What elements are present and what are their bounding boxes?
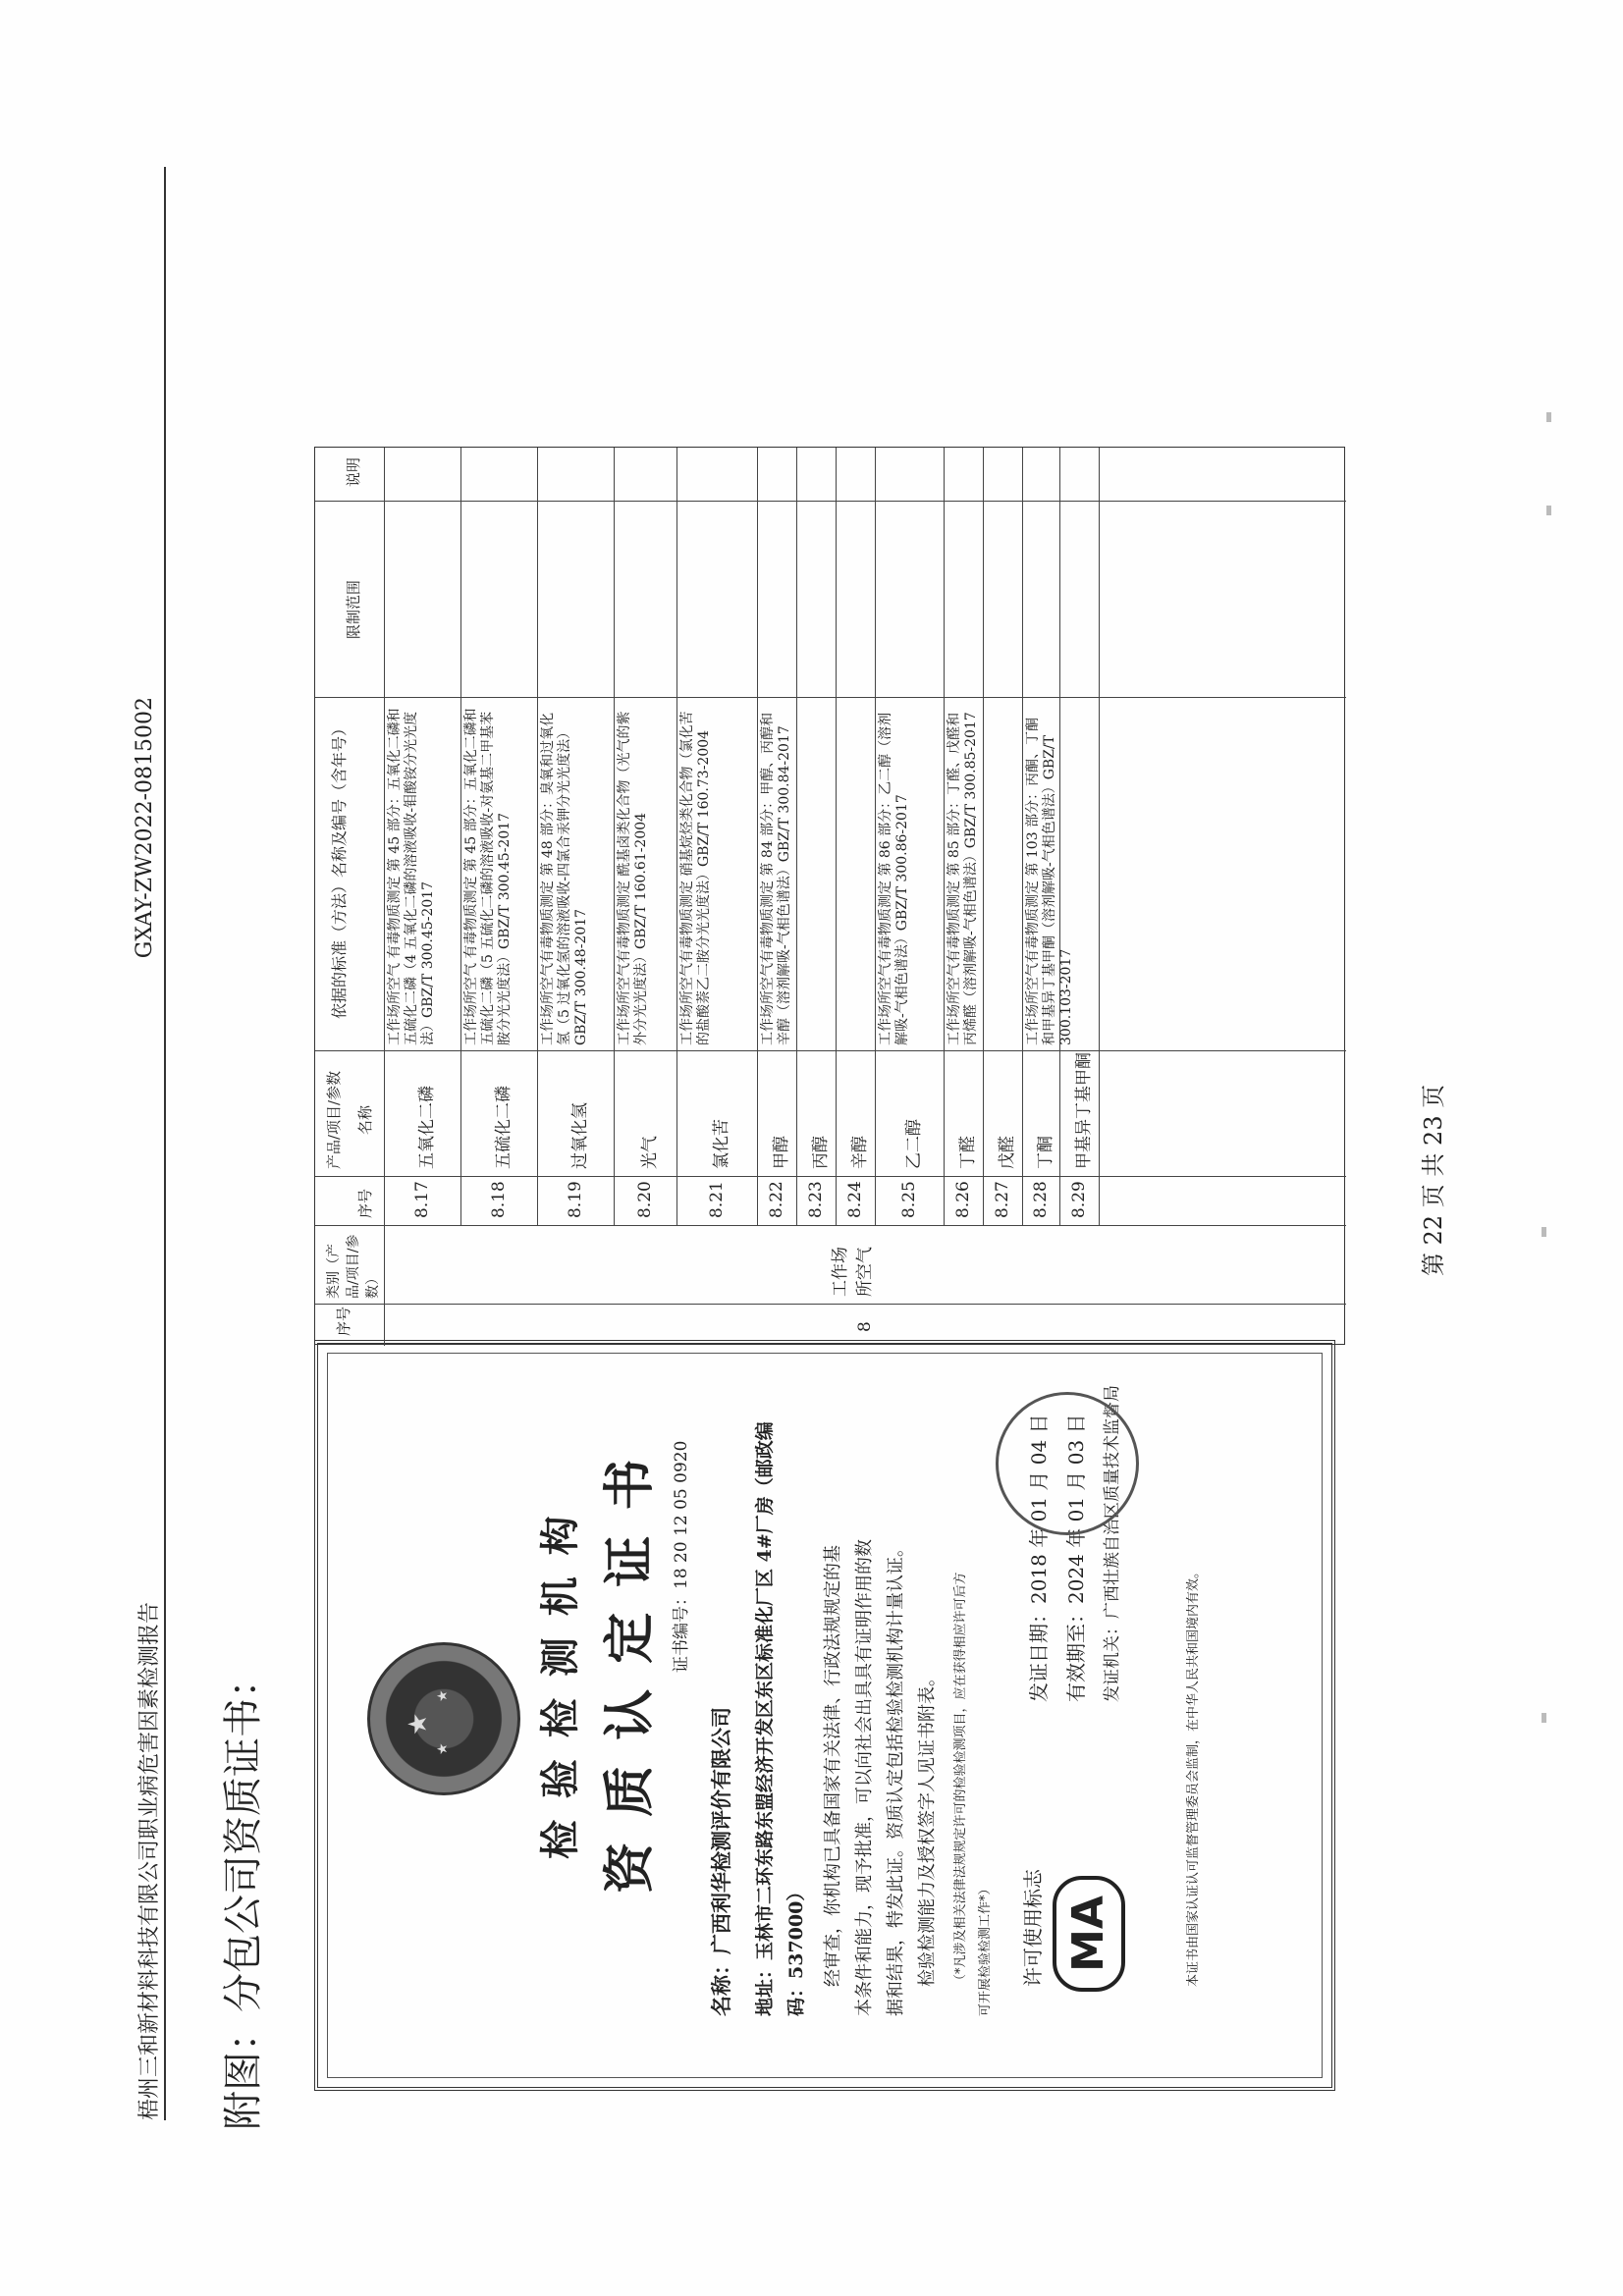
row-number: 8.22: [767, 1181, 786, 1218]
row-standard: 工作场所空气 有毒物质测定 第 45 部分：五氧化二磷和五硫化二磷（5 五硫化二磷的溶液吸收-对氨基二甲基苯胺分光光度法）GBZ/T 300.45-2017: [463, 708, 513, 1045]
header-standard: 依据的标准（方法）名称及编号（含年号）: [330, 721, 349, 1020]
main-seq: 8: [855, 1321, 875, 1332]
row-divider: [796, 448, 797, 1226]
issue-date: 发证日期：2018 年 01 月 04 日: [1027, 1414, 1051, 1702]
margin-mark: [1546, 412, 1551, 422]
certificate-bottom-note: 本证书由国家认证认可监督管理委员会监制，在中华人民共和国境内有效。: [1186, 1565, 1201, 1987]
row-name: 过氧化氢: [570, 1102, 590, 1169]
certificate-body-4: 检验检测能力及授权签字人见证书附表。: [917, 1669, 938, 1987]
ma-mark-label: 许可使用标志: [1021, 1869, 1045, 1987]
ma-mark-icon: MA: [1053, 1876, 1125, 1992]
row-number: 8.27: [993, 1181, 1012, 1218]
row-divider: [460, 448, 461, 1226]
margin-mark: [1542, 1227, 1546, 1237]
certificate-title-2: 资 质 认 定 证 书: [600, 1455, 660, 1894]
margin-mark: [1546, 506, 1551, 515]
row-standard: 工作场所空气有毒物质测定 硝基烷烃类化合物（氯化苦的盐酸萘乙二胺分光光度法）GBZ/T 160.73-2004: [679, 711, 712, 1045]
row-number: 8.25: [899, 1181, 919, 1218]
row-number: 8.29: [1069, 1181, 1089, 1218]
header-group: 产品/项目/参数: [325, 1070, 343, 1169]
certificate-number: 证书编号：18 20 12 05 0920: [672, 1440, 691, 1673]
certificate-body-2: 本条件和能力，现予批准，可以向社会出具具有证明作用的数: [854, 1539, 875, 2016]
row-name: 五硫化二磷: [494, 1086, 514, 1169]
attachment-title: 附图：分包公司资质证书：: [221, 1659, 266, 2130]
header-category: 类别（产品/项目/参数）: [326, 1234, 381, 1299]
row-number: 8.24: [845, 1181, 865, 1218]
row-divider: [537, 448, 538, 1226]
national-emblem: [367, 1642, 520, 1795]
row-divider: [875, 448, 876, 1226]
header-sub-seq: 序号: [356, 1188, 374, 1218]
row-standard: 工作场所空气有毒物质测定 第 84 部分：甲醇、丙醇和辛醇（溶剂解吸-气相色谱法）GBZ/T 300.84-2017: [760, 712, 792, 1045]
header-remark: 说明: [345, 456, 362, 487]
row-name: 丁醛: [958, 1136, 978, 1169]
row-divider: [1099, 448, 1100, 1226]
certificate-address-2: 码：537000）: [785, 1882, 807, 2016]
row-name: 戊醛: [998, 1136, 1017, 1169]
report-header-title: 梧州三和新材料科技有限公司职业病危害因素检测报告: [137, 1601, 162, 2120]
row-standard: 工作场所空气有毒物质测定 第 85 部分：丁醛、戊醛和丙烯醛（溶剂解吸-气相色谱法）GBZ/T 300.85-2017: [947, 712, 979, 1045]
header-seq: 序号: [335, 1306, 352, 1336]
capability-table: [314, 447, 1345, 1345]
certificate-note-1: （*凡涉及相关法律法规规定许可的检验检测项目，应在获得相应许可后方: [953, 1572, 968, 1987]
certificate-body-1: 经审查，你机构已具备国家有关法律、行政法规规定的基: [823, 1545, 843, 1987]
row-number: 8.23: [806, 1181, 826, 1218]
row-divider: [944, 448, 945, 1226]
emblem-star-icon: ★: [435, 1689, 451, 1702]
row-name: 甲醇: [772, 1136, 791, 1169]
certificate-body-3: 据和结果，特发此证。资质认定包括检验检测机构计量认证。: [886, 1539, 906, 2016]
emblem-star-icon: ★: [435, 1742, 451, 1755]
certificate-title-1: 检 验 检 测 机 构: [537, 1512, 583, 1859]
official-seal: [996, 1392, 1139, 1535]
capability-table-content: [315, 448, 1346, 1346]
row-divider: [757, 448, 758, 1226]
page-footer: 第 22 页 共 23 页: [1420, 1084, 1447, 1276]
main-category: 工作场所空气: [831, 1247, 875, 1297]
row-name: 五氧化二磷: [417, 1086, 437, 1169]
qualification-certificate: [314, 1340, 1335, 2091]
row-number: 8.28: [1031, 1181, 1051, 1218]
row-number: 8.21: [707, 1181, 727, 1218]
row-standard: 工作场所空气 有毒物质测定 第 45 部分：五氧化二磷和五硫化二磷（4 五氧化二磷的溶液吸收-钼酸铵分光光度法）GBZ/T 300.45-2017: [387, 708, 436, 1045]
row-name: 光气: [640, 1136, 660, 1169]
row-standard: 工作场所空气有毒物质测定 第 48 部分：臭氧和过氧化氢（5 过氧化氢的溶液吸收-四氯合汞钾分光光度法）GBZ/T 300.48-2017: [540, 712, 589, 1045]
header-name: 名称: [356, 1104, 374, 1135]
row-number: 8.17: [412, 1181, 432, 1218]
row-name: 氯化苦: [712, 1119, 731, 1169]
header-limit: 限制范围: [345, 579, 362, 639]
row-divider: [1022, 448, 1023, 1226]
emblem-star-icon: ★: [404, 1712, 433, 1735]
row-standard: 工作场所空气有毒物质测定 第 103 部分：丙酮、丁酮和甲基异丁基甲酮（溶剂解吸-气相色谱法）GBZ/T 300.103-2017: [1025, 717, 1074, 1045]
row-divider: [676, 448, 677, 1226]
row-name: 乙二醇: [904, 1119, 924, 1169]
issuing-authority: 发证机关：广西壮族自治区质量技术监督局: [1103, 1385, 1122, 1702]
row-name: 丙醇: [811, 1136, 831, 1169]
row-standard: 工作场所空气有毒物质测定 酰基卤类化合物（光气的紫外分光光度法）GBZ/T 160.61-2004: [617, 711, 649, 1045]
row-number: 8.26: [953, 1181, 973, 1218]
margin-mark: [1542, 1713, 1546, 1723]
valid-until: 有效期至：2024 年 01 月 03 日: [1064, 1414, 1088, 1702]
row-number: 8.20: [635, 1181, 655, 1218]
header-rule: [164, 167, 166, 2120]
row-divider: [614, 448, 615, 1226]
report-number: GXAY-ZW2022-0815002: [133, 697, 157, 959]
certificate-address-1: 地址：玉林市二环东路东盟经济开发区东区标准化厂区 4#厂房（邮政编: [754, 1421, 776, 2016]
certificate-note-2: 可开展检验检测工作*）: [978, 1882, 993, 2016]
row-standard: 工作场所空气有毒物质测定 第 86 部分：乙二醇（溶剂解吸-气相色谱法）GBZ/T 300.86-2017: [878, 712, 910, 1045]
certificate-org-name: 名称：广西利华检测评价有限公司: [709, 1707, 733, 2016]
row-name: 辛醇: [850, 1136, 870, 1169]
row-name: 丁酮: [1036, 1136, 1055, 1169]
row-name: 甲基异丁基甲酮: [1074, 1052, 1094, 1169]
row-number: 8.18: [489, 1181, 509, 1218]
certificate-content: [318, 1344, 1339, 2095]
row-number: 8.19: [566, 1181, 585, 1218]
row-divider: [983, 448, 984, 1226]
row-divider: [836, 448, 837, 1226]
